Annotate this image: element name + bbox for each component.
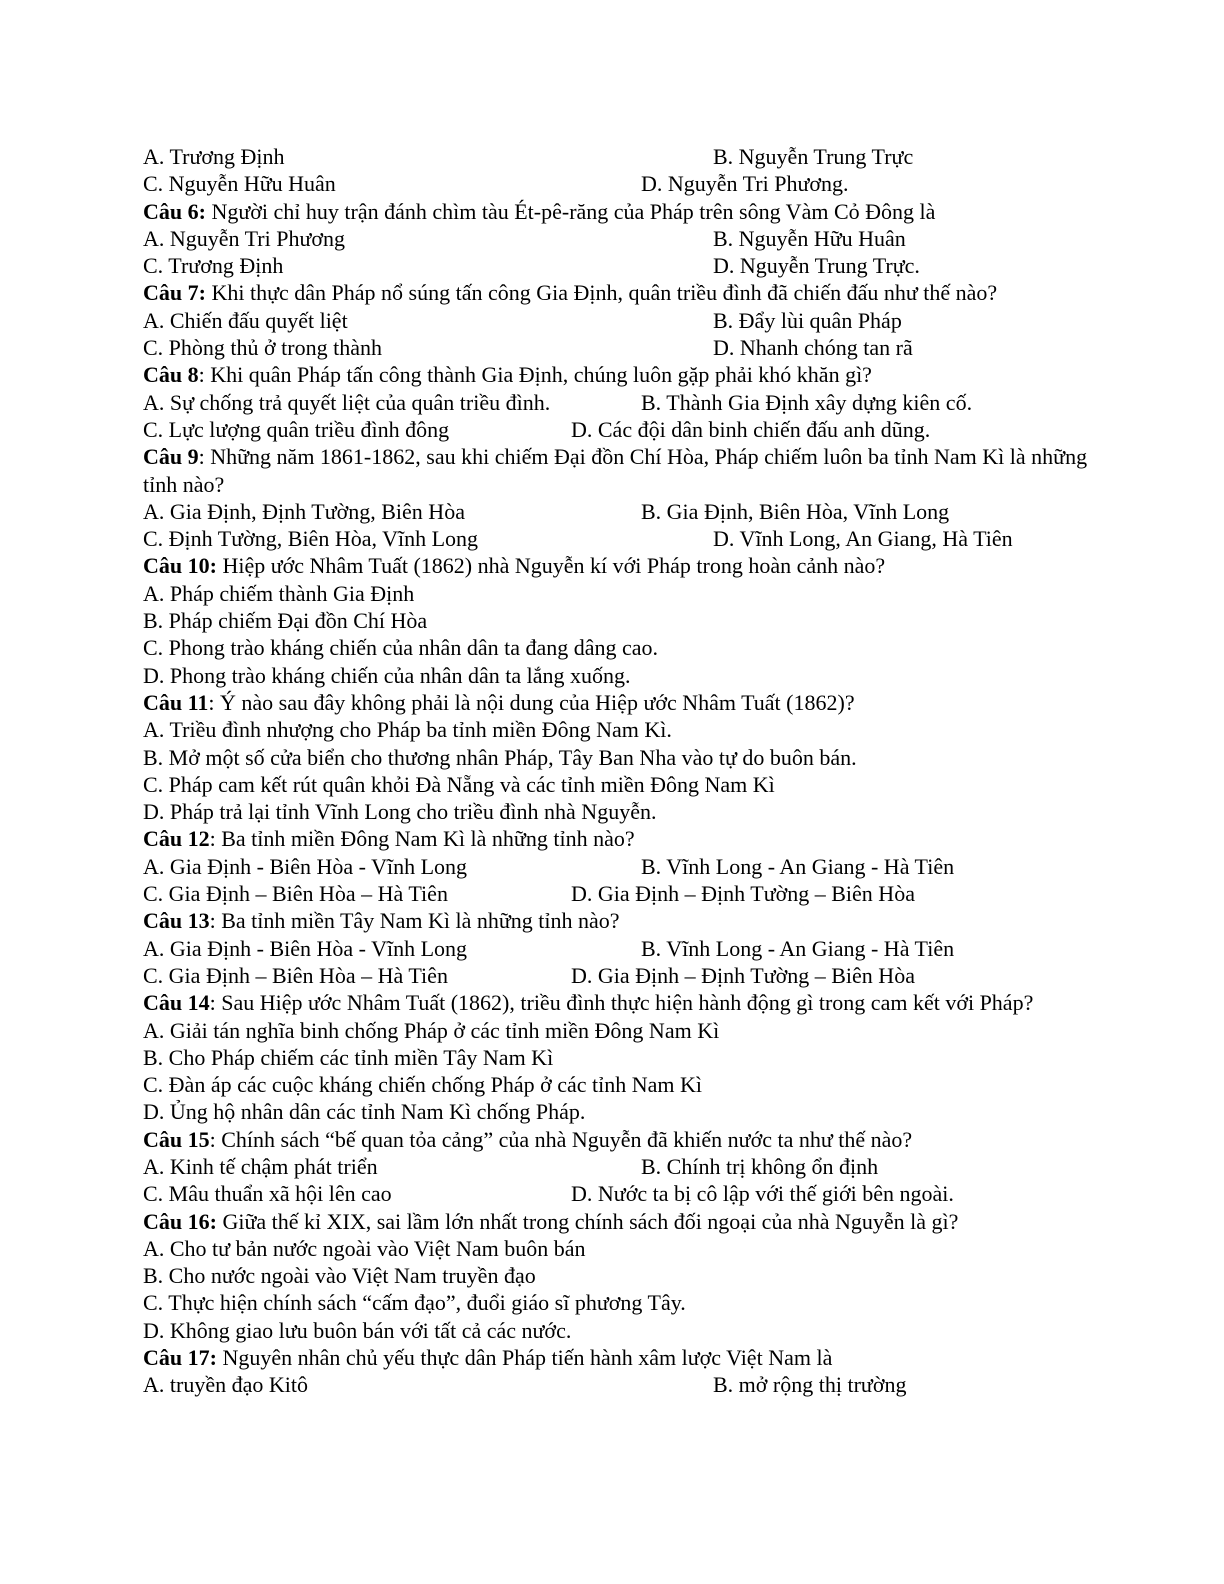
- question-12: [143, 825, 1123, 852]
- answer-row: [143, 525, 1123, 552]
- option-c: C. Mâu thuẩn xã hội lên cao: [143, 1181, 392, 1207]
- option-c: C. Trương Định: [143, 253, 284, 279]
- question-label: Câu 7:: [143, 280, 206, 306]
- answer-option-b: B. Cho Pháp chiếm các tỉnh miền Tây Nam Kì: [143, 1044, 554, 1070]
- answer-row: [143, 416, 1123, 443]
- answer-option-c: C. Thực hiện chính sách “cấm đạo”, đuổi giáo sĩ phương Tây.: [143, 1290, 686, 1316]
- answer-option-d: D. Pháp trả lại tỉnh Vĩnh Long cho triều đình nhà Nguyễn.: [143, 799, 657, 825]
- option-a: A. Kinh tế chậm phát triển: [143, 1153, 378, 1179]
- option-c: C. Phòng thủ ở trong thành: [143, 335, 382, 361]
- option-b: B. Chính trị không ổn định: [641, 1153, 879, 1179]
- question-label: Câu 15: [143, 1126, 210, 1152]
- question-17: [143, 1344, 1123, 1371]
- question-14: [143, 989, 1123, 1016]
- answer-option-c: C. Đàn áp các cuộc kháng chiến chống Pháp ở các tỉnh Nam Kì: [143, 1072, 703, 1098]
- option-a: A. Gia Định, Định Tường, Biên Hòa: [143, 498, 465, 524]
- option-a: A. Nguyễn Tri Phương: [143, 225, 346, 251]
- answer-row: [143, 498, 1123, 525]
- answer-option-b: B. Pháp chiếm Đại đồn Chí Hòa: [143, 608, 428, 634]
- option-a: A. Sự chống trả quyết liệt của quân triều đình.: [143, 389, 551, 415]
- question-8: [143, 361, 1123, 388]
- question-16: [143, 1208, 1123, 1235]
- answer-option-a: A. Pháp chiếm thành Gia Định: [143, 580, 415, 606]
- option-a: A. Chiến đấu quyết liệt: [143, 307, 348, 333]
- question-13: [143, 907, 1123, 934]
- answer-option-a: A. Triều đình nhượng cho Pháp ba tỉnh miền Đông Nam Kì.: [143, 717, 672, 743]
- question-label: Câu 12: [143, 826, 210, 852]
- option-d: D. Các đội dân binh chiến đấu anh dũng.: [571, 416, 931, 442]
- answer-option-a: A. Giải tán nghĩa binh chống Pháp ở các tỉnh miền Đông Nam Kì: [143, 1017, 720, 1043]
- option-c: C. Nguyễn Hữu Huân: [143, 171, 336, 197]
- option-a: A. Trương Định: [143, 144, 285, 169]
- answer-option-d: D. Không giao lưu buôn bán với tất cả các nước.: [143, 1317, 572, 1343]
- question-label: Câu 17:: [143, 1345, 217, 1371]
- question-text: : Ba tỉnh miền Tây Nam Kì là những tỉnh nào?: [209, 908, 620, 934]
- question-label: Câu 10:: [143, 553, 217, 579]
- question-6: [143, 198, 1123, 225]
- answer-row: [143, 389, 1123, 416]
- question-text: Khi thực dân Pháp nổ súng tấn công Gia Định, quân triều đình đã chiến đấu như thế nào?: [205, 280, 998, 306]
- answer-option-a: A. Cho tư bản nước ngoài vào Việt Nam buôn bán: [143, 1235, 586, 1261]
- answer-row: [143, 225, 1123, 252]
- answer-option-d: D. Ủng hộ nhân dân các tỉnh Nam Kì chống Pháp.: [143, 1099, 586, 1125]
- answer-row: [143, 853, 1123, 880]
- question-text: : Những năm 1861-1862, sau khi chiếm Đại đồn Chí Hòa, Pháp chiếm luôn ba tỉnh Nam Kì là những tỉnh nào?: [143, 444, 1088, 497]
- option-b: B. Đẩy lùi quân Pháp: [713, 307, 902, 333]
- answer-row: [143, 170, 1123, 197]
- option-d: D. Nguyễn Tri Phương.: [641, 171, 849, 197]
- option-c: C. Lực lượng quân triều đình đông: [143, 416, 450, 442]
- answer-row: [143, 935, 1123, 962]
- answer-option-b: B. Cho nước ngoài vào Việt Nam truyền đạo: [143, 1263, 536, 1289]
- option-c: C. Gia Định – Biên Hòa – Hà Tiên: [143, 962, 448, 988]
- question-text: : Sau Hiệp ước Nhâm Tuất (1862), triều đình thực hiện hành động gì trong cam kết với Pháp?: [209, 990, 1034, 1016]
- option-d: D. Vĩnh Long, An Giang, Hà Tiên: [713, 526, 1013, 552]
- question-11: [143, 689, 1123, 716]
- question-text: : Ba tỉnh miền Đông Nam Kì là những tỉnh nào?: [209, 826, 635, 852]
- option-c: C. Định Tường, Biên Hòa, Vĩnh Long: [143, 526, 479, 552]
- question-label: Câu 9: [143, 444, 199, 470]
- question-9: [143, 443, 1123, 498]
- question-text: : Ý nào sau đây không phải là nội dung của Hiệp ước Nhâm Tuất (1862)?: [208, 689, 855, 715]
- question-7: [143, 279, 1123, 306]
- answer-row: [143, 880, 1123, 907]
- question-list: [143, 143, 1123, 1399]
- answer-row: [143, 1371, 1123, 1398]
- question-text: : Khi quân Pháp tấn công thành Gia Định, chúng luôn gặp phải khó khăn gì?: [198, 362, 872, 388]
- question-text: Hiệp ước Nhâm Tuất (1862) nhà Nguyễn kí với Pháp trong hoàn cảnh nào?: [216, 553, 886, 579]
- option-a: A. truyền đạo Kitô: [143, 1372, 308, 1398]
- option-b: B. Vĩnh Long - An Giang - Hà Tiên: [641, 935, 955, 961]
- answer-row: [143, 1180, 1123, 1207]
- question-label: Câu 13: [143, 908, 210, 934]
- question-15: [143, 1126, 1123, 1153]
- option-a: A. Gia Định - Biên Hòa - Vĩnh Long: [143, 935, 468, 961]
- answer-option-c: C. Pháp cam kết rút quân khỏi Đà Nẵng và các tỉnh miền Đông Nam Kì: [143, 771, 775, 797]
- option-b: B. Vĩnh Long - An Giang - Hà Tiên: [641, 853, 955, 879]
- answer-row: [143, 962, 1123, 989]
- question-label: Câu 11: [143, 689, 209, 715]
- question-10: [143, 552, 1123, 579]
- question-text: Giữa thế kỉ XIX, sai lầm lớn nhất trong chính sách đối ngoại của nhà Nguyễn là gì?: [216, 1208, 959, 1234]
- answer-row: [143, 252, 1123, 279]
- answer-row: [143, 307, 1123, 334]
- option-d: D. Gia Định – Định Tường – Biên Hòa: [571, 881, 915, 907]
- option-d: D. Nhanh chóng tan rã: [713, 335, 913, 361]
- question-text: : Chính sách “bế quan tỏa cảng” của nhà Nguyễn đã khiến nước ta như thế nào?: [209, 1126, 913, 1152]
- question-label: Câu 14: [143, 990, 210, 1016]
- option-b: B. mở rộng thị trường: [713, 1372, 907, 1398]
- option-c: C. Gia Định – Biên Hòa – Hà Tiên: [143, 881, 448, 907]
- answer-row: [143, 1153, 1123, 1180]
- option-d: D. Nước ta bị cô lập với thế giới bên ngoài.: [571, 1181, 954, 1207]
- option-b: B. Gia Định, Biên Hòa, Vĩnh Long: [641, 498, 950, 524]
- option-b: B. Nguyễn Hữu Huân: [713, 225, 906, 251]
- option-b: B. Thành Gia Định xây dựng kiên cố.: [641, 389, 973, 415]
- option-b: B. Nguyễn Trung Trực: [713, 144, 914, 169]
- answer-option-d: D. Phong trào kháng chiến của nhân dân ta lắng xuống.: [143, 662, 631, 688]
- question-label: Câu 8: [143, 362, 199, 388]
- answer-row: [143, 143, 1123, 170]
- option-a: A. Gia Định - Biên Hòa - Vĩnh Long: [143, 853, 468, 879]
- question-text: Người chỉ huy trận đánh chìm tàu Ét-pê-răng của Pháp trên sông Vàm Cỏ Đông là: [205, 198, 936, 224]
- answer-option-b: B. Mở một số cửa biển cho thương nhân Pháp, Tây Ban Nha vào tự do buôn bán.: [143, 744, 857, 770]
- answer-option-c: C. Phong trào kháng chiến của nhân dân ta đang dâng cao.: [143, 635, 659, 661]
- option-d: D. Nguyễn Trung Trực.: [713, 253, 920, 279]
- question-text: Nguyên nhân chủ yếu thực dân Pháp tiến hành xâm lược Việt Nam là: [216, 1345, 833, 1371]
- answer-row: [143, 334, 1123, 361]
- option-d: D. Gia Định – Định Tường – Biên Hòa: [571, 962, 915, 988]
- question-label: Câu 16:: [143, 1208, 217, 1234]
- question-label: Câu 6:: [143, 198, 206, 224]
